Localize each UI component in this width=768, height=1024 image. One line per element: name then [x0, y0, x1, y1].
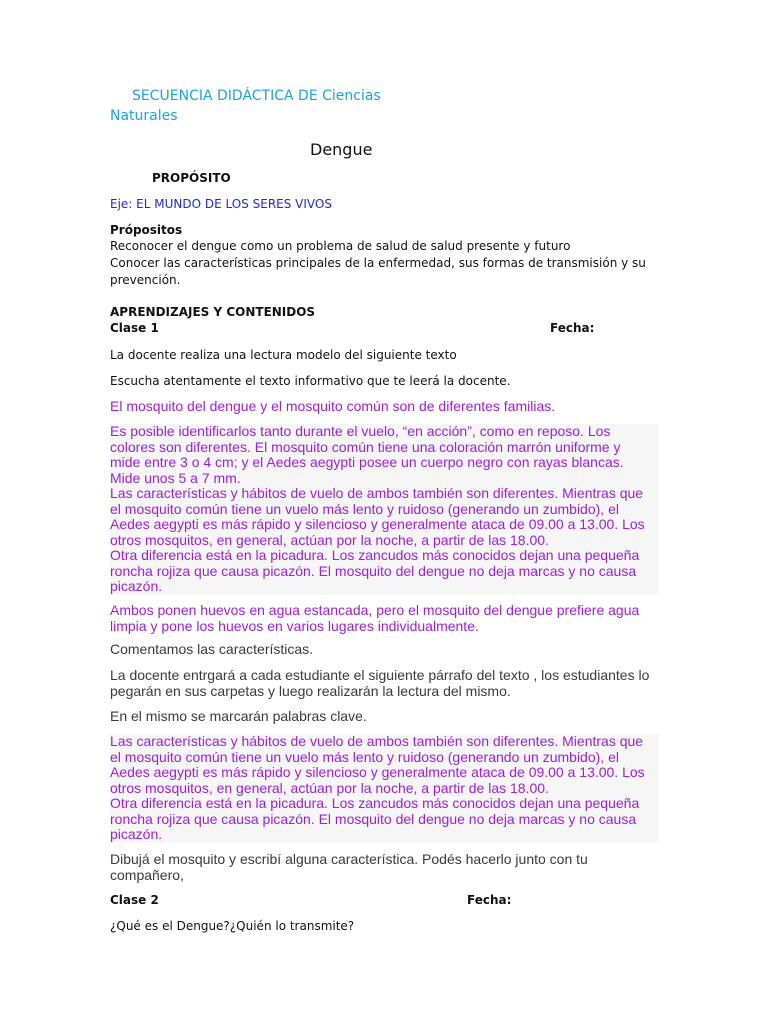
reading-line: Aedes aegypti es más rápido y silencioso y generalmente ataca de 09.00 a 13.00. Los	[110, 516, 645, 532]
eje-line: Eje: EL MUNDO DE LOS SERES VIVOS	[110, 197, 332, 211]
clase1-label: Clase 1	[110, 321, 159, 335]
marcaran-line: En el mismo se marcarán palabras clave.	[110, 708, 367, 724]
reading-line: Mide unos 5 a 7 mm.	[110, 469, 241, 486]
dibuja-line: Dibujá el mosquito y escribí alguna característica. Podés hacerlo junto con tu	[110, 851, 588, 867]
excerpt-paragraph	[110, 734, 658, 843]
entrega-paragraph	[110, 668, 658, 699]
document-title-line2: Naturales	[110, 108, 178, 124]
excerpt-line: otros mosquitos, en general, actúan por la noche, a partir de las 18.00.	[110, 779, 549, 796]
clase1-fecha: Fecha:	[550, 321, 595, 335]
excerpt-line: Aedes aegypti es más rápido y silencioso y generalmente ataca de 09.00 a 13.00. Los	[110, 764, 645, 780]
entrega-line: pegarán en sus carpetas y luego realizarán la lectura del mismo.	[110, 682, 511, 699]
excerpt-line: el mosquito común tiene un vuelo más lento y ruidoso (generando un zumbido), el	[110, 748, 619, 765]
clase2-fecha: Fecha:	[467, 893, 512, 907]
reading-line: roncha rojiza que causa picazón. El mosquito del dengue no deja marcas y no causa	[110, 562, 637, 579]
reading-line: picazón.	[110, 578, 163, 594]
excerpt-line: roncha rojiza que causa picazón. El mosquito del dengue no deja marcas y no causa	[110, 810, 637, 827]
reading-line: colores son diferentes. El mosquito común tiene una coloración marrón uniforme y	[110, 438, 621, 455]
clase2-label: Clase 2	[110, 893, 159, 907]
topic-title: Dengue	[310, 140, 373, 159]
intro-line-2: Escucha atentamente el texto informativo que te leerá la docente.	[110, 374, 511, 388]
proposito-line-1: Reconocer el dengue como un problema de salud de salud presente y futuro	[110, 239, 571, 253]
excerpt-line: Las características y hábitos de vuelo de ambos también son diferentes. Mientras que	[110, 733, 644, 749]
entrega-line: La docente entrgará a cada estudiante el siguiente párrafo del texto , los estudiantes lo	[110, 667, 650, 683]
excerpt-line: picazón.	[110, 826, 163, 842]
intro-line-1: La docente realiza una lectura modelo del siguiente texto	[110, 348, 457, 362]
reading-paragraph-3	[110, 603, 658, 634]
dibuja-line: compañero,	[110, 866, 184, 883]
reading-line: otros mosquitos, en general, actúan por la noche, a partir de las 18.00.	[110, 531, 549, 548]
proposito-line-3: prevención.	[110, 273, 181, 287]
propositos-heading: Própositos	[110, 223, 183, 237]
reading-line: el mosquito común tiene un vuelo más lento y ruidoso (generando un zumbido), el	[110, 500, 619, 517]
document-title-line1: SECUENCIA DIDÁCTICA DE Ciencias	[132, 88, 381, 104]
clase2-question: ¿Qué es el Dengue?¿Quién lo transmite?	[110, 919, 355, 933]
proposito-line-2: Conocer las características principales de la enfermedad, sus formas de transmisión y su	[110, 256, 646, 270]
reading-line: limpia y pone los huevos en varios lugares individualmente.	[110, 617, 479, 634]
reading-line: Es posible identificarlos tanto durante el vuelo, “en acción”, como en reposo. Los	[110, 423, 611, 439]
excerpt-line: Otra diferencia está en la picadura. Los zancudos más conocidos dejan una pequeña	[110, 795, 640, 811]
reading-paragraph-1: El mosquito del dengue y el mosquito común son de diferentes familias.	[110, 398, 556, 414]
reading-paragraph-2	[110, 424, 658, 595]
reading-line: Ambos ponen huevos en agua estancada, pero el mosquito del dengue prefiere agua	[110, 602, 640, 618]
reading-line: Otra diferencia está en la picadura. Los zancudos más conocidos dejan una pequeña	[110, 547, 640, 563]
proposito-heading: PROPÓSITO	[152, 171, 231, 185]
dibuja-paragraph	[110, 852, 658, 883]
reading-line: Las características y hábitos de vuelo de ambos también son diferentes. Mientras que	[110, 485, 644, 501]
comentamos-line: Comentamos las características.	[110, 641, 314, 657]
aprendizajes-heading: APRENDIZAJES Y CONTENIDOS	[110, 305, 316, 319]
reading-line: mide entre 3 o 4 cm; y el Aedes aegypti posee un cuerpo negro con rayas blancas.	[110, 454, 624, 470]
